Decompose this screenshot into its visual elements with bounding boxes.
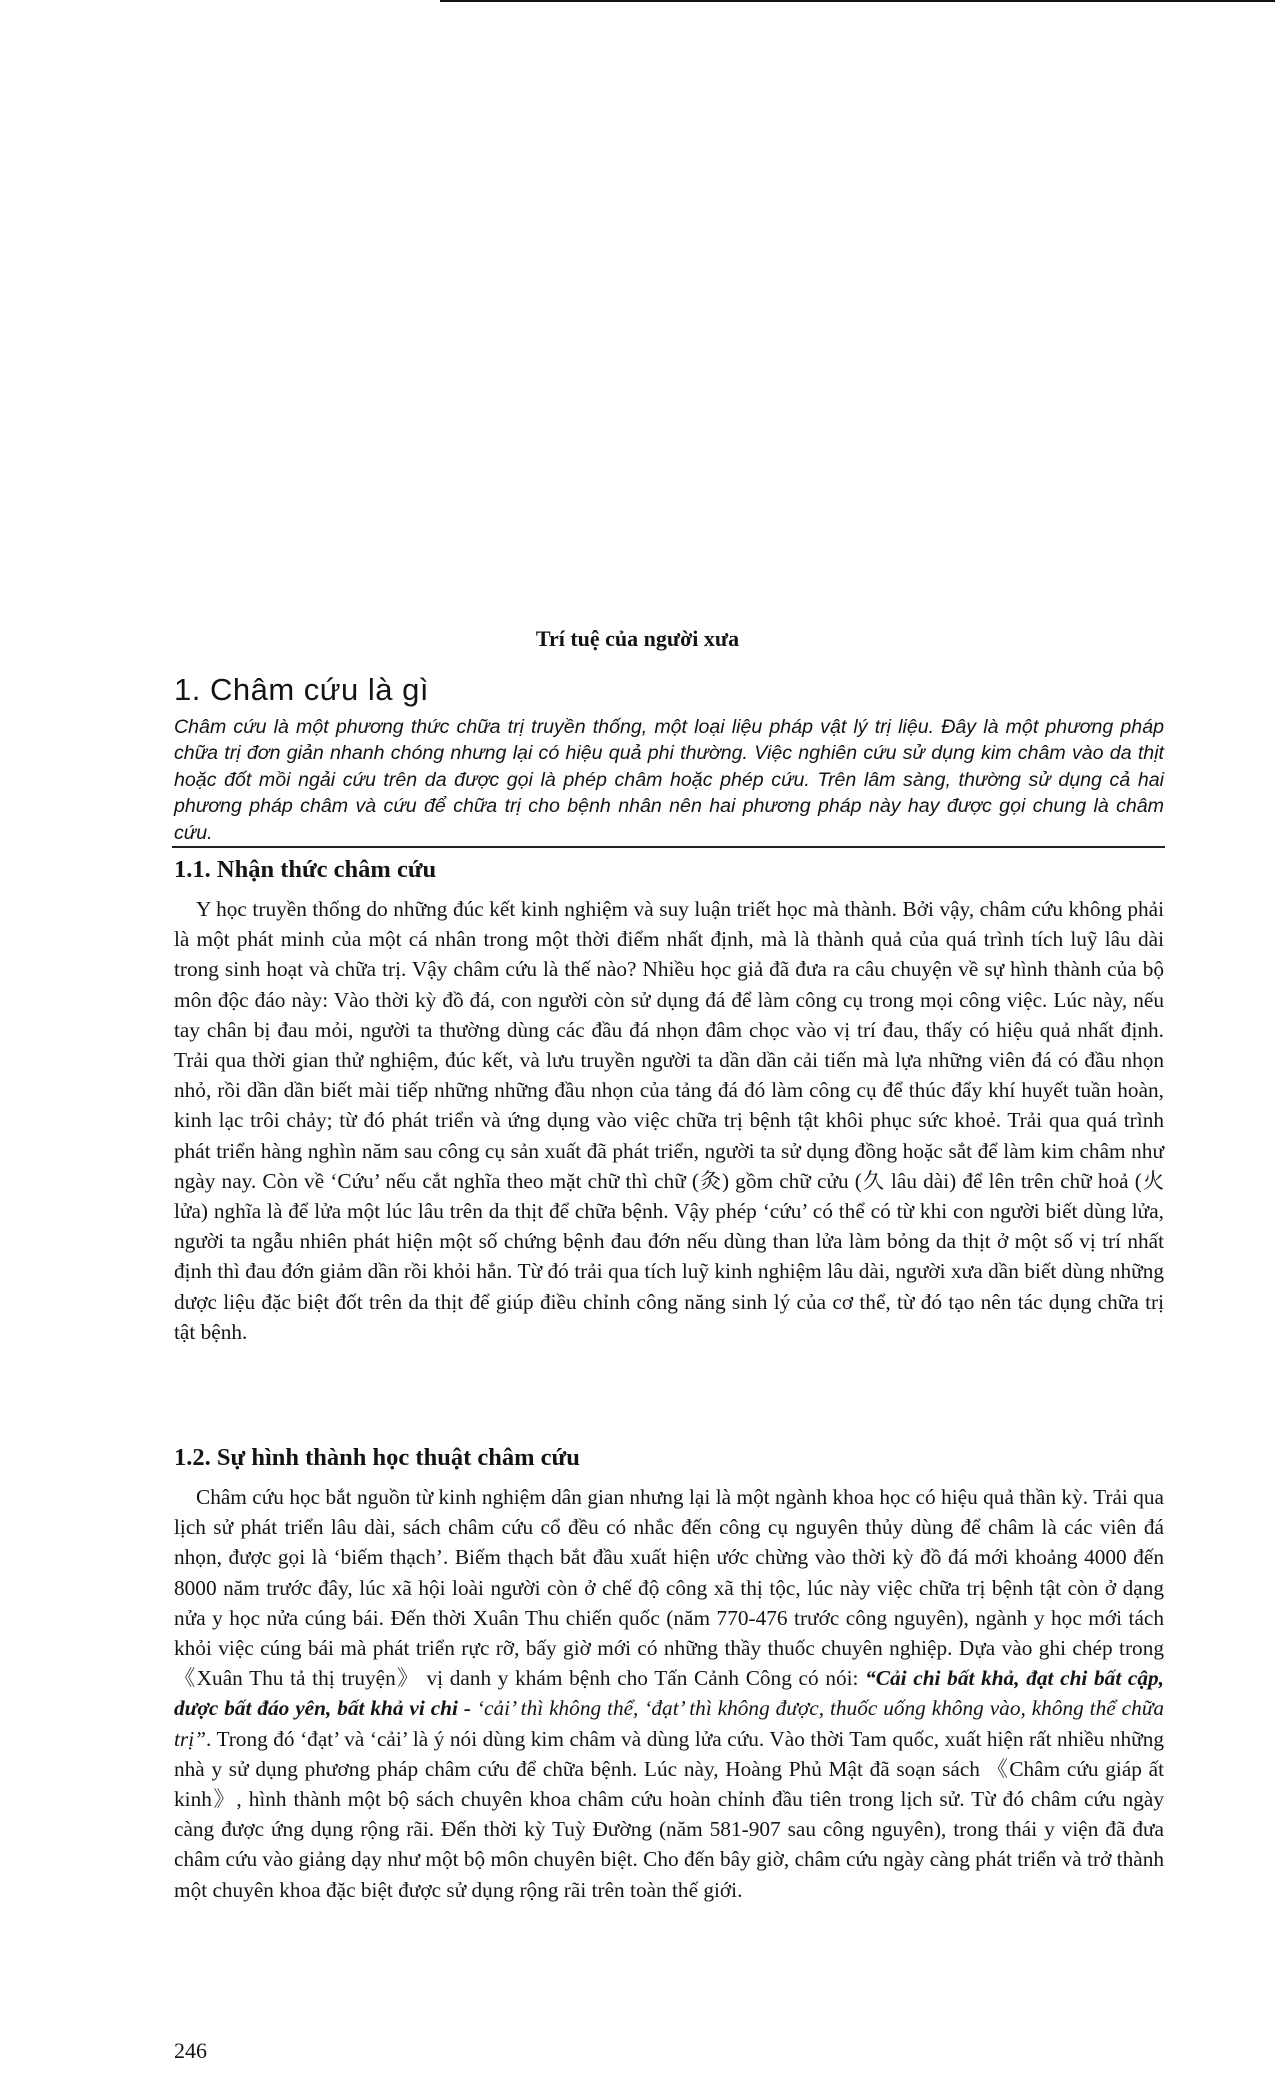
page-number: 246 [174,2038,207,2063]
chapter-title: 1. Châm cứu là gì [174,672,429,707]
running-title: Trí tuệ của người xưa [535,626,740,651]
abstract-divider [172,846,1165,848]
section-1-1-paragraph: Y học truyền thống do những đúc kết kinh nghiệm và suy luận triết học mà thành. Bởi vậy, châm cứu không phải là một phát minh của một cá nhân trong một thời điểm nhất định, mà là thành quả của quá trình tích luỹ lâu dài trong sinh hoạt và chữa trị. Vậy châm cứu là thế nào? Nhiều học giả đã đưa ra câu chuyện về sự hình thành của bộ môn độc đáo này: Vào thời kỳ đồ đá, con người còn sử dụng đá để làm công cụ trong mọi công việc. Lúc này, nếu tay chân bị đau mỏi, người ta thường dùng các đầu đá nhọn đâm chọc vào vị trí đau, thấy có hiệu quả nhất định. Trải qua thời gian thử nghiệm, đúc kết, và lưu truyền người ta dần dần cải tiến mà lựa những viên đá có đầu nhọn nhỏ, rồi dần dần biết mài tiếp những những đầu nhọn của tảng đá đó làm công cụ để thúc đẩy khí huyết tuần hoàn, kinh lạc trôi chảy; từ đó phát triển và ứng dụng vào việc chữa trị bệnh tật khôi phục sức khoẻ. Trải qua quá trình phát triển hàng nghìn năm sau công cụ sản xuất đã phát triển, người ta sử dụng đồng hoặc sắt để làm kim châm như ngày nay. Còn về ‘Cứu’ nếu cắt nghĩa theo mặt chữ thì chữ (灸) gồm chữ cửu (久 lâu dài) để lên trên chữ hoả (火 lửa) nghĩa là để lửa một lúc lâu trên da thịt để chữa bệnh. Vậy phép ‘cứu’ có thể có từ khi con người biết dùng lửa, người ta ngẫu nhiên phát hiện một số chứng bệnh đau đớn nếu dùng than lửa làm bỏng da thịt ở một số vị trí nhất định thì đau đớn giảm dần rồi khỏi hẳn. Từ đó trải qua tích luỹ kinh nghiệm lâu dài, người xưa dần biết dùng những dược liệu đặc biệt đốt trên da thịt để giúp điều chỉnh công năng sinh lý của cơ thể, từ đó tạo nên tác dụng chữa trị tật bệnh. [174,897,1164,1344]
section-heading-1-1: 1.1. Nhận thức châm cứu [174,856,437,883]
top-border-rule [440,0,1275,2]
section-1-2-text-start: Châm cứu học bắt nguồn từ kinh nghiệm dân gian nhưng lại là một ngành khoa học có hiệu quả thần kỳ. Trải qua lịch sử phát triển lâu dài, sách châm cứu cổ đều có nhắc đến công cụ nguyên thủy dùng để châm là các viên đá nhọn, được gọi là ‘biếm thạch’. Biếm thạch bắt đầu xuất hiện ước chừng vào thời kỳ đồ đá mới khoảng 4000 đến 8000 năm trước đây, lúc xã hội loài người còn ở chế độ công xã thị tộc, lúc này việc chữa trị bệnh tật còn ở dạng nửa y học nửa cúng bái. Đến thời Xuân Thu chiến quốc (năm 770-476 trước công nguyên), ngành y học mới tách khỏi việc cúng bái mà phát triển rực rỡ, bấy giờ mới có những thầy thuốc chuyên nghiệp. Dựa vào ghi chép trong 《Xuân Thu tả thị truyện》 vị danh y khám bệnh cho Tấn Cảnh Công có nói: [174,1485,1164,1691]
section-heading-1-2: 1.2. Sự hình thành học thuật châm cứu [174,1444,580,1471]
section-1-2-paragraph [174,1482,1164,1905]
section-1-2-text-end: . Trong đó ‘đạt’ và ‘cải’ là ý nói dùng kim châm và dùng lửa cứu. Vào thời Tam quốc, xuất hiện rất nhiều những nhà y sử dụng phương pháp châm cứu để chữa bệnh. Lúc này, Hoàng Phủ Mật đã soạn sách 《Châm cứu giáp ất kinh》, hình thành một bộ sách chuyên khoa châm cứu hoàn chỉnh đầu tiên trong lịch sử. Từ đó châm cứu ngày càng được ứng dụng rộng rãi. Đến thời kỳ Tuỳ Đường (năm 581-907 sau công nguyên), trong thái y viện đã đưa châm cứu vào giảng dạy như một bộ môn chuyên biệt. Cho đến bây giờ, châm cứu ngày càng phát triển và trở thành một chuyên khoa đặc biệt được sử dụng rộng rãi trên toàn thế giới. [174,1726,1164,1902]
quote-translation: ‘cải’ thì không thể, ‘đạt’ thì không được, thuốc uống không vào, không thể chữa trị” [174,1696,1164,1751]
classical-quote: “Cải chi bất khả, đạt chi bất cập, dược bất đáo yên, bất khả vi chi - [174,1666,1165,1721]
chapter-abstract: Châm cứu là một phương thức chữa trị truyền thống, một loại liệu pháp vật lý trị liệu. Đây là một phương pháp chữa trị đơn giản nhanh chóng nhưng lại có hiệu quả phi thường. Việc nghiên cứu sử dụng kim châm vào da thịt hoặc đốt mồi ngải cứu trên da được gọi là phép châm hoặc phép cứu. Trên lâm sàng, thường sử dụng cả hai phương pháp châm và cứu để chữa trị cho bệnh nhân nên hai phương pháp này hay được gọi chung là châm cứu. [174,716,1164,844]
